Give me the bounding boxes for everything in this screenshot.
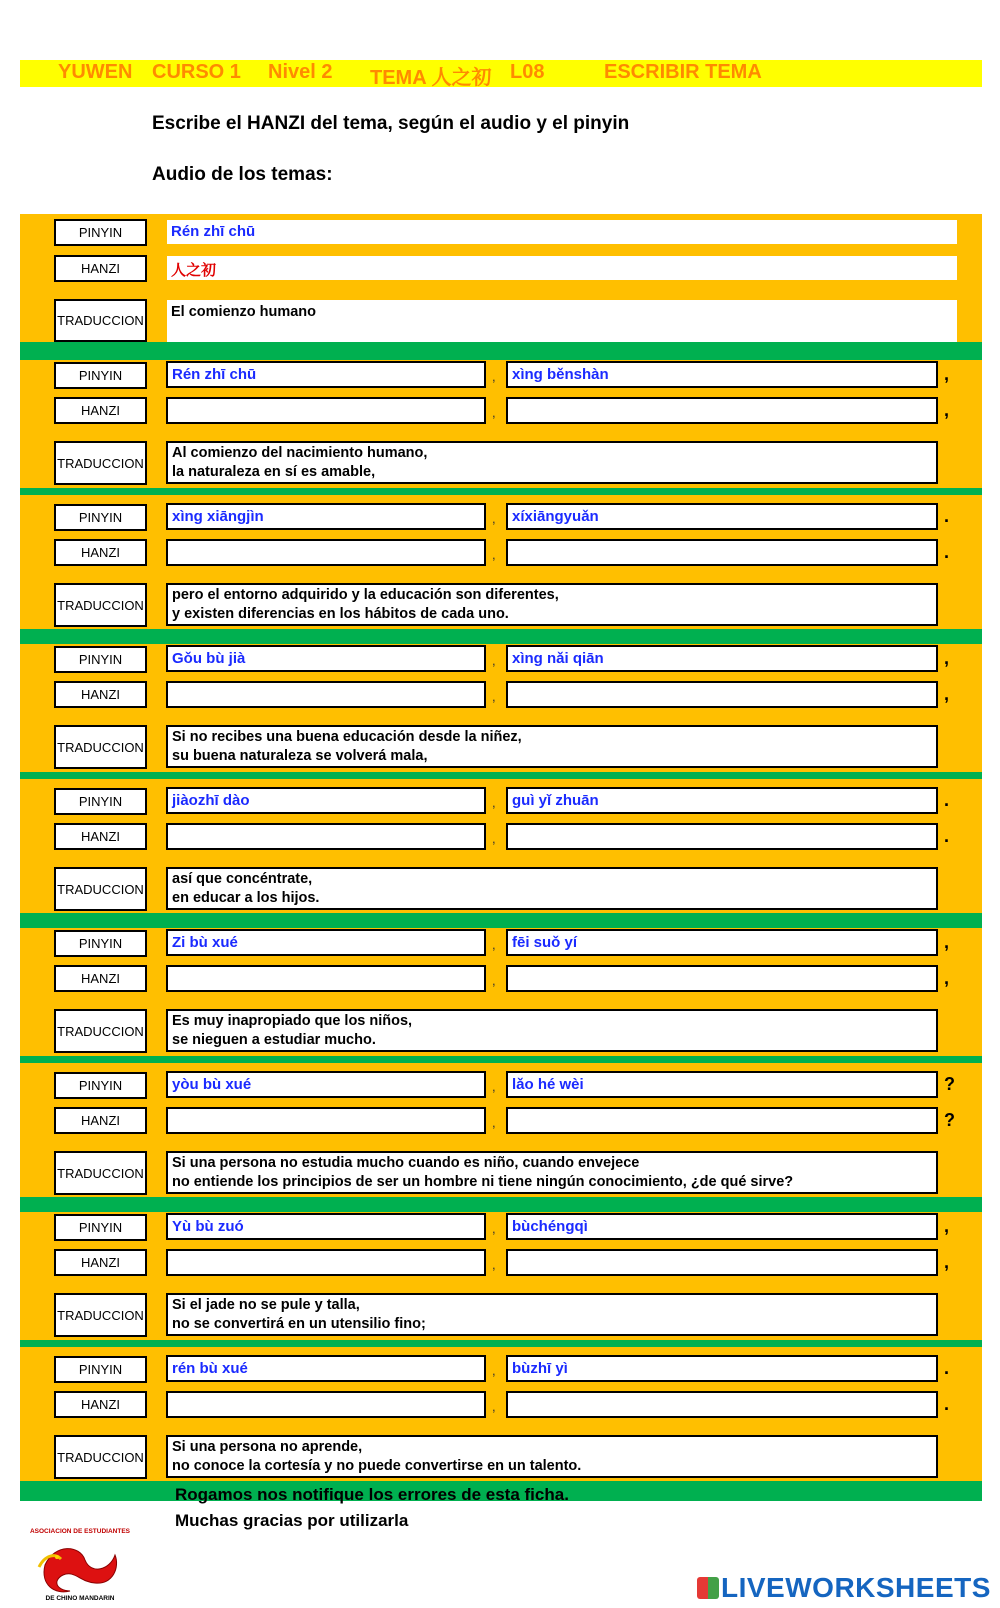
verse-punctuation: . [944,542,950,562]
label-hanzi: HANZI [54,965,147,992]
pinyin-left: yòu bù xué [166,1071,486,1098]
footer-thanks: Muchas gracias por utilizarla [175,1511,409,1530]
title-traduccion: El comienzo humano [167,300,957,342]
liveworksheets-text: LIVEWORKSHEETS [721,1572,991,1603]
traduccion-text [166,1293,938,1336]
traduccion-text [166,1151,938,1194]
label-traduccion: TRADUCCION [54,1293,147,1337]
header-escribir: ESCRIBIR TEMA [604,61,762,83]
traduccion-line: Al comienzo del nacimiento humano, [172,445,428,461]
verse-punctuation: , [944,400,950,420]
traduccion-line: Es muy inapropiado que los niños, [172,1013,413,1029]
pinyin-right: xìng běnshàn [506,361,938,388]
comma-separator: , [492,653,496,668]
label-pinyin: PINYIN [54,646,147,673]
traduccion-line: en educar a los hijos. [172,890,320,906]
traduccion-line: no entiende los principios de ser un hombre ni tiene ningún conocimiento, ¿de qué sirve? [172,1174,794,1190]
association-logo [25,1525,135,1603]
green-stripe [20,913,982,928]
verse-punctuation: , [944,1252,950,1272]
traduccion-text [166,867,938,910]
comma-separator: , [492,1257,496,1272]
pinyin-left: Gǒu bù jià [166,645,486,672]
liveworksheets-icon [697,1577,719,1599]
traduccion-line: Si una persona no aprende, [172,1439,363,1455]
hanzi-input-right[interactable] [506,823,938,850]
verse-punctuation: , [944,684,950,704]
comma-separator: , [492,1079,496,1094]
label-pinyin: PINYIN [54,1356,147,1383]
traduccion-line: no se convertirá en un utensilio fino; [172,1316,426,1332]
label-traduccion: TRADUCCION [54,1009,147,1053]
pinyin-left: rén bù xué [166,1355,486,1382]
verse-punctuation: , [944,968,950,988]
label-hanzi: HANZI [54,1391,147,1418]
traduccion-line: pero el entorno adquirido y la educación son diferentes, [172,587,559,603]
traduccion-text [166,1009,938,1052]
traduccion-text [166,1435,938,1478]
verse-punctuation: . [944,790,950,810]
title-pinyin: Rén zhī chū [167,220,957,244]
verse-punctuation: , [944,648,950,668]
logo-bottom-text: DE CHINO MANDARIN [45,1595,115,1602]
hanzi-input-left[interactable] [166,965,486,992]
pinyin-left: xìng xiāngjìn [166,503,486,530]
header-tema: TEMA 人之初 [370,67,492,89]
verse-punctuation: ? [944,1074,955,1094]
label-hanzi: HANZI [54,1249,147,1276]
comma-separator: , [492,973,496,988]
hanzi-input-right[interactable] [506,1249,938,1276]
hanzi-input-left[interactable] [166,1249,486,1276]
hanzi-input-right[interactable] [506,539,938,566]
label-traduccion: TRADUCCION [54,1435,147,1479]
comma-separator: , [492,1115,496,1130]
traduccion-line: Si una persona no estudia mucho cuando es niño, cuando envejece [172,1155,640,1171]
label-traduccion: TRADUCCION [54,725,147,769]
worksheet-body [20,214,982,1492]
comma-separator: , [492,1399,496,1414]
instruction-text: Escribe el HANZI del tema, según el audio y el pinyin [152,113,630,134]
label-hanzi: HANZI [54,539,147,566]
label-traduccion: TRADUCCION [54,867,147,911]
header-nivel: Nivel 2 [268,61,333,83]
worksheet-header [20,60,982,87]
green-stripe [20,1197,982,1212]
comma-separator: , [492,795,496,810]
traduccion-line: su buena naturaleza se volverá mala, [172,748,428,764]
comma-separator: , [492,405,496,420]
comma-separator: , [492,689,496,704]
verse-punctuation: ? [944,1110,955,1130]
verse-punctuation: . [944,1358,950,1378]
header-yuwen: YUWEN [58,61,133,83]
hanzi-input-left[interactable] [166,539,486,566]
verse-punctuation: . [944,506,950,526]
label-hanzi: HANZI [54,397,147,424]
pinyin-left: Zi bù xué [166,929,486,956]
label-pinyin: PINYIN [54,504,147,531]
verse-punctuation: , [944,1216,950,1236]
hanzi-input-left[interactable] [166,1391,486,1418]
pinyin-right: lǎo hé wèi [506,1071,938,1098]
title-hanzi: 人之初 [167,256,957,280]
traduccion-line: se nieguen a estudiar mucho. [172,1032,376,1048]
green-stripe [20,1340,982,1347]
pinyin-right: xíxiāngyuǎn [506,503,938,530]
traduccion-line: la naturaleza en sí es amable, [172,464,376,480]
green-stripe [20,629,982,644]
label-hanzi: HANZI [54,255,147,282]
logo-top-text: ASOCIACION DE ESTUDIANTES [29,1528,131,1535]
traduccion-line: Si el jade no se pule y talla, [172,1297,360,1313]
verse-punctuation: . [944,1394,950,1414]
comma-separator: , [492,1363,496,1378]
comma-separator: , [492,937,496,952]
label-pinyin: PINYIN [54,930,147,957]
audio-label: Audio de los temas: [152,164,333,185]
header-leccion: L08 [510,61,545,83]
traduccion-line: Si no recibes una buena educación desde la niñez, [172,729,522,745]
green-stripe [20,1056,982,1063]
hanzi-input-left[interactable] [166,1107,486,1134]
label-pinyin: PINYIN [54,362,147,389]
traduccion-text [166,583,938,626]
pinyin-left: jiàozhī dào [166,787,486,814]
pinyin-right: bùchéngqì [506,1213,938,1240]
pinyin-left: Rén zhī chū [166,361,486,388]
liveworksheets-brand[interactable] [697,1572,991,1604]
pinyin-left: Yù bù zuó [166,1213,486,1240]
label-traduccion: TRADUCCION [54,441,147,485]
hanzi-input-left[interactable] [166,823,486,850]
comma-separator: , [492,831,496,846]
header-curso: CURSO 1 [152,61,241,83]
comma-separator: , [492,511,496,526]
hanzi-input-right[interactable] [506,965,938,992]
label-hanzi: HANZI [54,1107,147,1134]
traduccion-line: no conoce la cortesía y no puede convertirse en un talento. [172,1458,582,1474]
label-pinyin: PINYIN [54,1072,147,1099]
hanzi-input-right[interactable] [506,681,938,708]
traduccion-text [166,725,938,768]
pinyin-right: guì yǐ zhuān [506,787,938,814]
label-pinyin: PINYIN [54,1214,147,1241]
traduccion-text [166,441,938,484]
label-traduccion: TRADUCCION [54,583,147,627]
label-traduccion: TRADUCCION [54,1151,147,1195]
hanzi-input-right[interactable] [506,1391,938,1418]
comma-separator: , [492,1221,496,1236]
label-pinyin: PINYIN [54,788,147,815]
hanzi-input-left[interactable] [166,681,486,708]
label-hanzi: HANZI [54,823,147,850]
hanzi-input-left[interactable] [166,397,486,424]
comma-separator: , [492,369,496,384]
label-traduccion: TRADUCCION [54,299,147,342]
label-pinyin: PINYIN [54,219,147,246]
verse-punctuation: , [944,932,950,952]
green-stripe [20,488,982,495]
comma-separator: , [492,547,496,562]
traduccion-line: así que concéntrate, [172,871,313,887]
verse-punctuation: , [944,364,950,384]
footer-notice: Rogamos nos notifique los errores de esta ficha. [175,1485,569,1504]
verse-punctuation: . [944,826,950,846]
hanzi-input-right[interactable] [506,1107,938,1134]
pinyin-right: fēi suǒ yí [506,929,938,956]
pinyin-right: xìng nǎi qiān [506,645,938,672]
pinyin-right: bùzhī yì [506,1355,938,1382]
hanzi-input-right[interactable] [506,397,938,424]
green-stripe [20,342,982,360]
label-hanzi: HANZI [54,681,147,708]
green-stripe [20,772,982,779]
traduccion-line: y existen diferencias en los hábitos de cada uno. [172,606,509,622]
